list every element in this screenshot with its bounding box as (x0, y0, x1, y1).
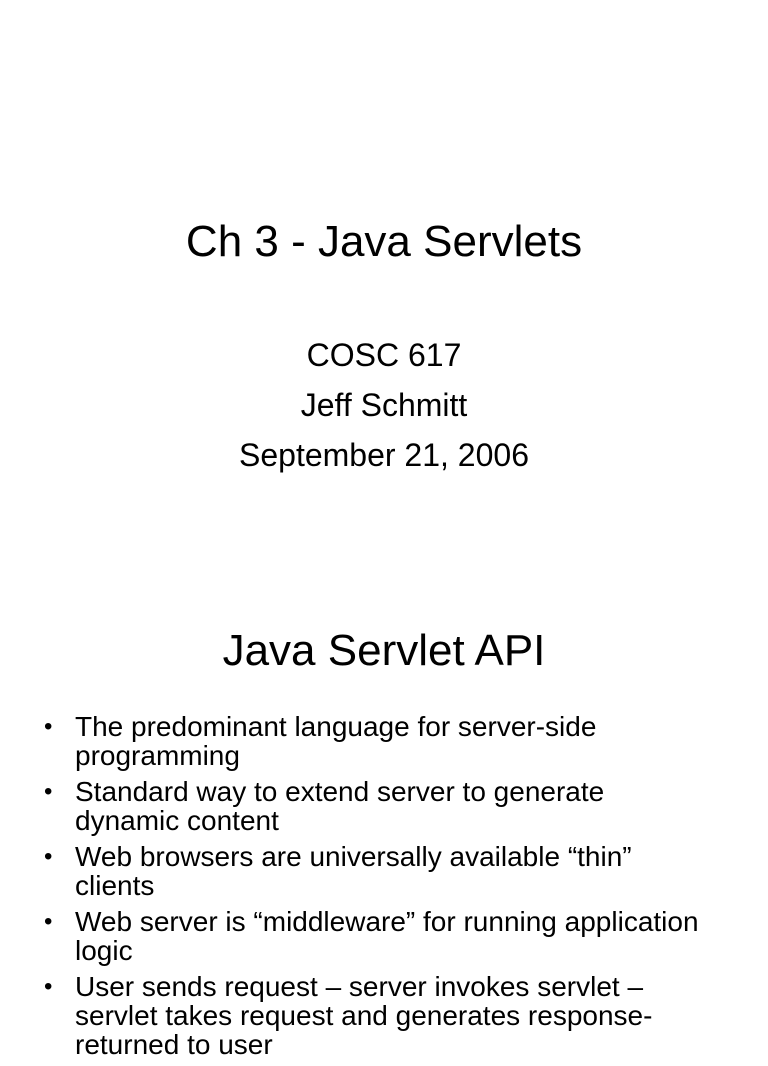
bullet-item (0, 842, 768, 900)
bullet-text: The predominant language for server-side programming (75, 711, 597, 771)
bullet-dot-icon: • (44, 713, 53, 740)
bullet-dot-icon: • (44, 778, 53, 805)
slide-title: Ch 3 - Java Servlets (185, 217, 583, 266)
bullet-text: Web browsers are universally available “thin” clients (75, 841, 632, 901)
content-slide (0, 576, 768, 1060)
presentation-date: September 21, 2006 (239, 437, 529, 473)
bullet-item (0, 712, 768, 770)
bullet-text: Web server is “middleware” for running application logic (75, 906, 699, 966)
subtitle-block (0, 330, 768, 480)
course-code: COSC 617 (306, 337, 462, 373)
bullet-dot-icon: • (44, 973, 53, 1000)
bullet-text: User sends request – server invokes servlet – servlet takes request and generates response- returned to user (75, 971, 653, 1060)
author-name: Jeff Schmitt (300, 387, 468, 423)
bullet-item (0, 972, 768, 1059)
bullet-item (0, 907, 768, 965)
bullet-dot-icon: • (44, 843, 53, 870)
bullet-list (0, 712, 768, 1066)
slide-title: Java Servlet API (222, 626, 546, 675)
bullet-text: Standard way to extend server to generate dynamic content (75, 776, 605, 836)
bullet-dot-icon: • (44, 908, 53, 935)
bullet-item (0, 777, 768, 835)
